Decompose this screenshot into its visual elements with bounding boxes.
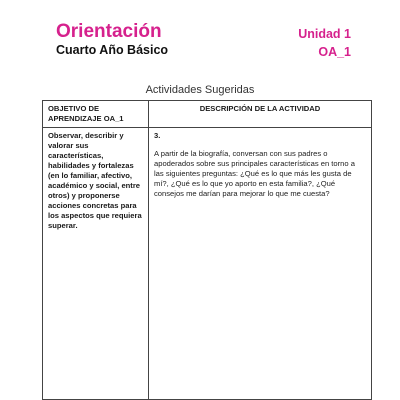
description-cell [149,128,372,400]
activity-number: 3. [154,131,161,140]
section-heading: Actividades Sugeridas [145,84,255,96]
objective-text: Observar, describir y valorar sus características, habilidades y fortalezas (en lo familiar, afectivo, académico y social, entre otros) y proponerse acciones concretas para los aspectos que requiera superar. [48,131,142,231]
objective-cell [43,128,149,400]
activities-table [42,100,372,400]
page-title: Orientación [56,21,162,42]
page-subtitle: Cuarto Año Básico [56,43,169,57]
column-header-objective: OBJETIVO DE APRENDIZAJE OA_1 [43,101,149,128]
column-header-description: DESCRIPCIÓN DE LA ACTIVIDAD [149,101,372,128]
unit-label: Unidad 1 [298,27,351,41]
activity-text: A partir de la biografía, conversan con sus padres o apoderados sobre sus principales características en torno a las siguientes preguntas: ¿Qué es lo que más les gusta de mí?, ¿Qué es lo que yo aporto en esta familia?, ¿Qué consejos me darían para mejorar lo que me cuesta? [154,148,355,198]
objective-code: OA_1 [318,45,351,59]
table-header-row [43,101,372,128]
table-row [43,128,372,400]
